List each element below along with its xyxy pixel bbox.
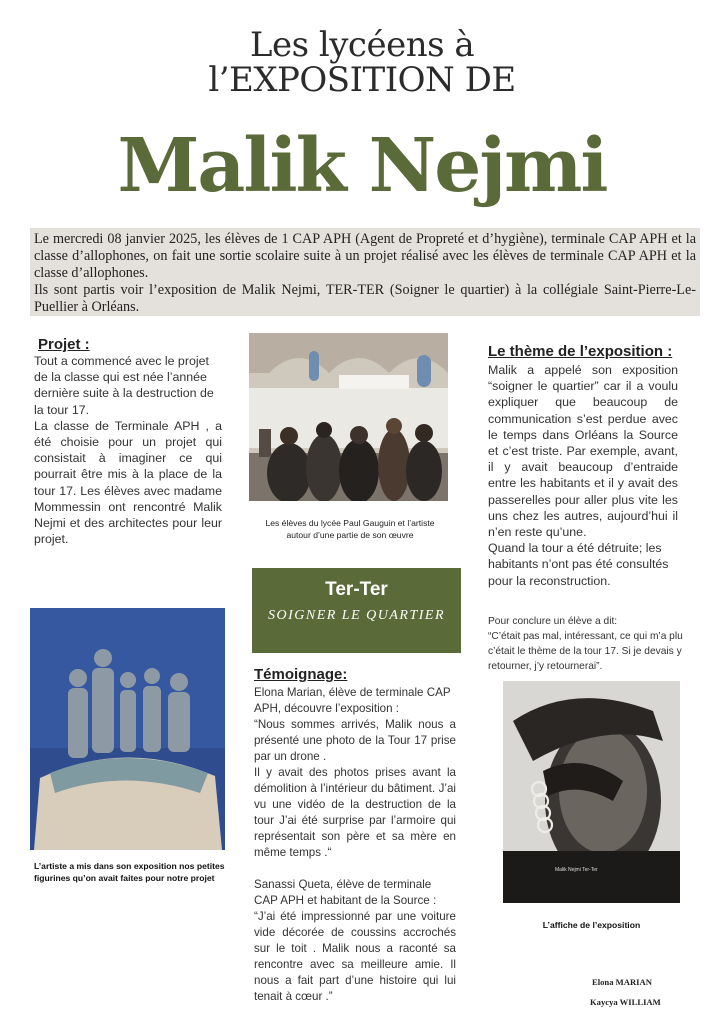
projet-paragraph-2: La classe de Terminale APH , a été choisie pour un projet qui consistait à imaginer ce qui pourrait être mis à la place de la tour 17. Les élèves avec madame Mommessin ont rencontré Malik Nejmi et des architectes pour leur projet. bbox=[34, 418, 222, 547]
figurines-photo-graphic bbox=[30, 608, 225, 850]
projet-text bbox=[34, 353, 222, 547]
temoignage-intro-2: Sanassi Queta, élève de terminale CAP APH et habitant de la Source : bbox=[254, 878, 437, 907]
conclusion-quote: “C’était pas mal, intéressant, ce qui m’a plu c’était le thème de la tour 17. Si je devais y retourner, j’y retournerai”. bbox=[488, 631, 683, 672]
title-line-1: Les lycéens à bbox=[249, 25, 475, 65]
intro-paragraph-1: Le mercredi 08 janvier 2025, les élèves de 1 CAP APH (Agent de Propreté et d’hygiène), terminale CAP APH et la classe d’allophones, on fait une sortie scolaire suite à un projet réalisé avec les élèves de terminale CAP APH et la classe d’allophones. bbox=[34, 231, 696, 281]
exhibition-poster-graphic bbox=[503, 681, 680, 903]
conclusion-intro: Pour conclure un élève a dit: bbox=[488, 616, 618, 627]
temoignage-intro-1: Elona Marian, élève de terminale CAP APH, découvre l’exposition : bbox=[254, 686, 451, 715]
exhibition-poster-photo bbox=[503, 681, 680, 903]
exhibition-group-photo bbox=[249, 333, 448, 501]
poster-caption: L’affiche de l’exposition bbox=[542, 920, 641, 930]
temoignage-quote-3: “J’ai été impressionné par une voiture vide décorée de coussins accrochés sur le toit . Malik nous a raconté sa rencontre avec sa meilleure amie. Il nous a fait part d’une histoire qui lui tenait à cœur .” bbox=[254, 910, 456, 1003]
intro-paragraph-2: Ils sont partis voir l’exposition de Malik Nejmi, TER-TER (Soigner le quartier) à la collégiale Saint-Pierre-Le-Puellier à Orléans. bbox=[34, 282, 696, 315]
temoignage-heading: Témoignage: bbox=[254, 666, 348, 683]
temoignage-quote-2: Il y avait des photos prises avant la démolition à l’intérieur du bâtiment. J’ai vu une vidéo de la destruction de la tour J’ai été surprise par l’armoire qui représentait son père et sa mère en même temps .“ bbox=[254, 766, 456, 859]
ter-ter-title: Ter-Ter bbox=[325, 579, 388, 600]
projet-heading: Projet : bbox=[38, 336, 90, 353]
author-2: Kaycya WILLIAM bbox=[590, 997, 661, 1007]
ter-ter-subtitle: SOIGNER LE QUARTIER bbox=[267, 608, 446, 623]
theme-text bbox=[488, 362, 678, 589]
figurines-photo bbox=[30, 608, 225, 850]
theme-heading: Le thème de l’exposition : bbox=[488, 343, 673, 360]
group-photo-caption: Les élèves du lycée Paul Gauguin et l’artiste autour d’une partie de son œuvre bbox=[265, 518, 435, 540]
intro-box bbox=[30, 228, 700, 316]
author-1: Elona MARIAN bbox=[592, 977, 652, 987]
ter-ter-banner bbox=[252, 568, 461, 653]
projet-paragraph-1: Tout a commencé avec le projet de la classe qui est née l’année dernière suite à la destruction de la tour 17. bbox=[34, 354, 214, 417]
temoignage-text bbox=[254, 685, 456, 1005]
figurines-caption: L’artiste a mis dans son exposition nos petites figurines qu’on avait faites pour notre projet bbox=[34, 861, 225, 883]
artist-name-title: Malik Nejmi bbox=[117, 123, 607, 209]
title-line-2: l’EXPOSITION DE bbox=[208, 60, 516, 100]
exhibition-group-photo-graphic bbox=[249, 333, 448, 501]
conclusion-block bbox=[488, 614, 683, 674]
temoignage-quote-1: “Nous sommes arrivés, Malik nous a présenté une photo de la Tour 17 prise par un drone . bbox=[254, 718, 456, 763]
theme-paragraph-2: Quand la tour a été détruite; les habitants n’ont pas été consultés pour la reconstruction. bbox=[488, 541, 669, 588]
poster-text: Malik Nejmi Ter-Ter bbox=[555, 867, 598, 873]
theme-paragraph-1: Malik a appelé son exposition “soigner le quartier” car il a voulu expliquer que beaucoup de communication s’est perdue avec le temps dans Orléans la Source et c’est triste. Par exemple, avant, il y avait beaucoup d’entraide entre les habitants et il y avait des passerelles pour aller plus vite les uns chez les autres, aujourd’hui il n’en reste qu’une. bbox=[488, 363, 678, 540]
